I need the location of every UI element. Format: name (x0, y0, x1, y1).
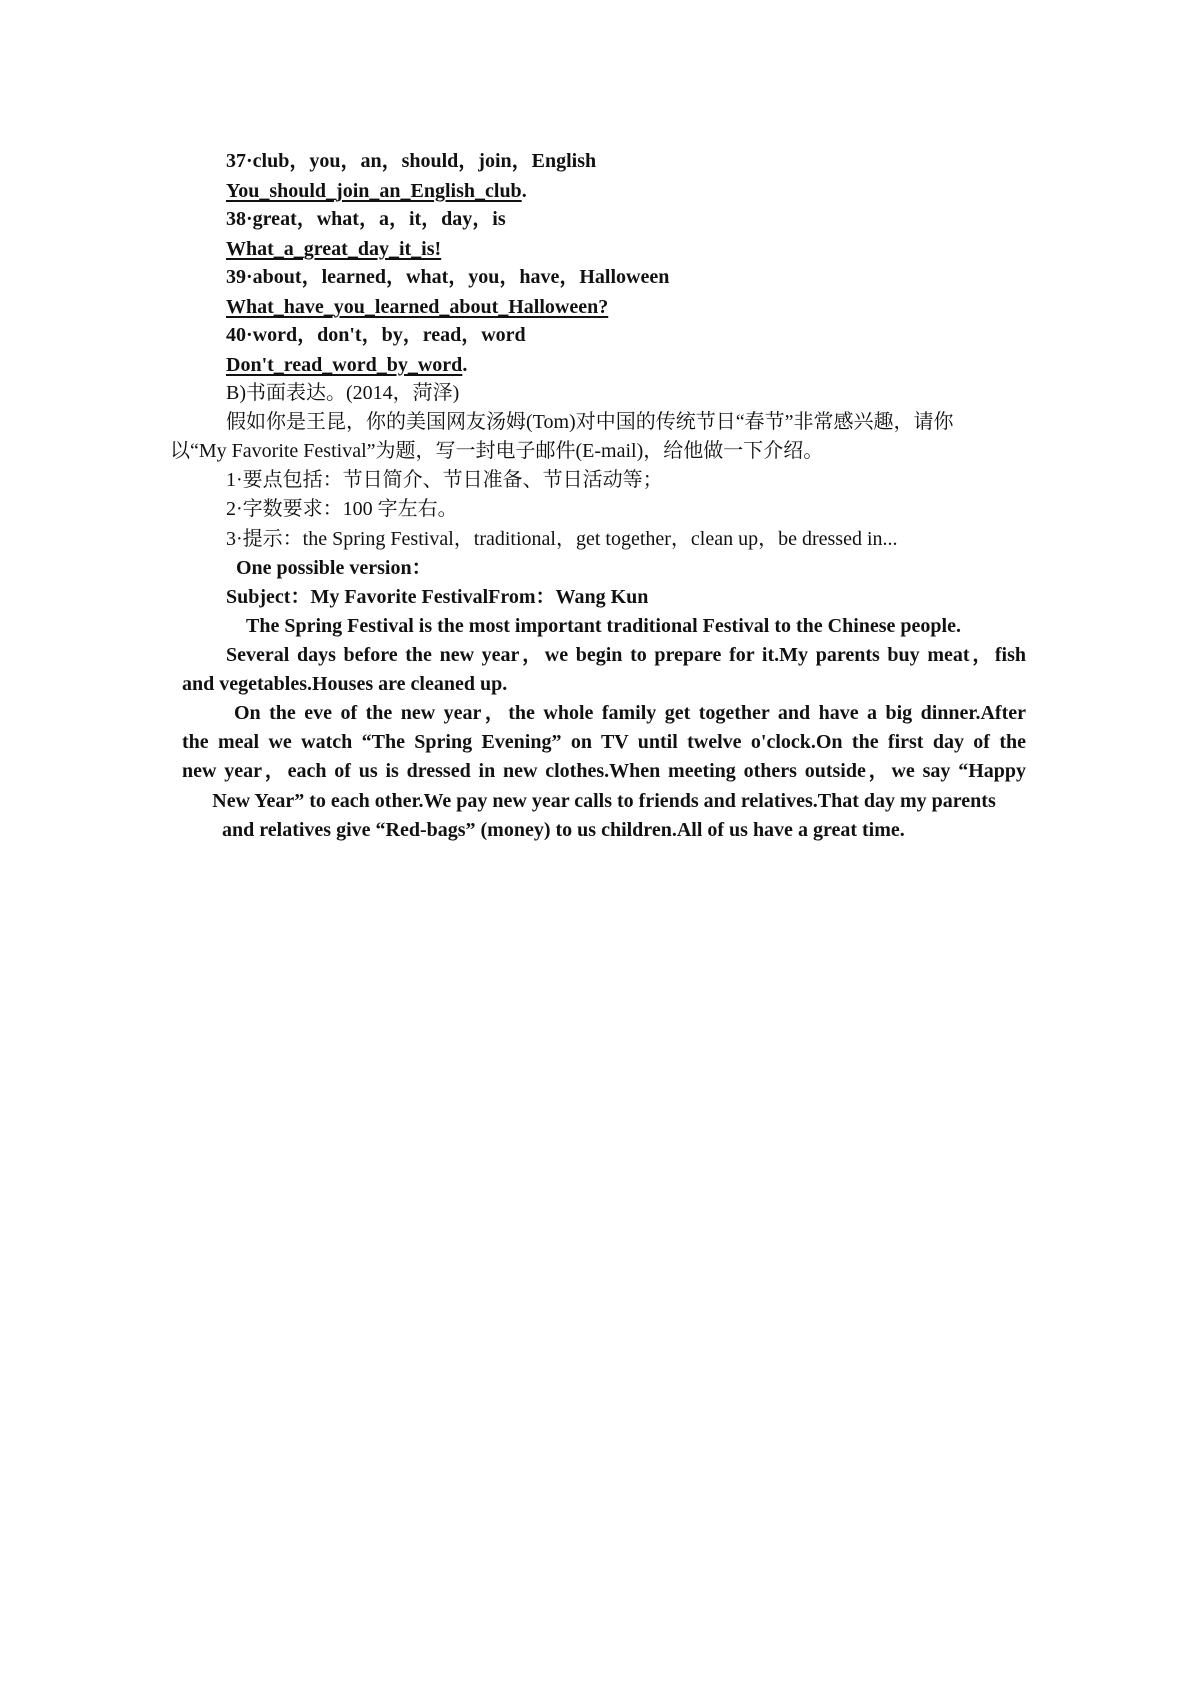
question-number: 37 (226, 150, 246, 172)
question-39 (226, 264, 669, 290)
requirement-1: 1·要点包括：节日简介、节日准备、节日活动等； (226, 469, 663, 491)
requirement-3: 3·提示：the Spring Festival，traditional，get together，clean up，be dressed in... (226, 528, 898, 550)
answer-text: What_a_great_day_it_is! (226, 238, 442, 260)
question-number: 38 (226, 208, 246, 230)
prompt-line-1: 假如你是王昆，你的美国网友汤姆(Tom)对中国的传统节日“春节”非常感兴趣，请你 (226, 411, 954, 433)
answer-end: . (462, 354, 468, 376)
answer-39 (226, 294, 608, 320)
answer-40 (226, 352, 467, 378)
question-words: ·club，you，an，should，join，English (246, 150, 597, 172)
essay-line-5: the meal we watch “The Spring Evening” on TV until twelve o'clock.On the first day of the (182, 731, 1026, 753)
essay-line-3: and vegetables.Houses are cleaned up. (182, 673, 508, 695)
prompt-line-2: 以“My Favorite Festival”为题，写一封电子邮件(E-mail)，给他做一下介绍。 (170, 440, 824, 462)
version-label: One possible version： (236, 557, 432, 579)
answer-38 (226, 236, 441, 262)
answer-37 (226, 178, 527, 204)
essay-line-7: New Year” to each other.We pay new year calls to friends and relatives.That day my parents (212, 790, 996, 812)
question-38 (226, 206, 506, 232)
question-words: ·great，what，a，it，day，is (246, 208, 506, 230)
answer-end: . (521, 180, 527, 202)
question-number: 39 (226, 266, 246, 288)
essay-line-6: new year，each of us is dressed in new clothes.When meeting others outside，we say “Happy (182, 760, 1026, 782)
essay-line-8: and relatives give “Red-bags” (money) to us children.All of us have a great time. (222, 819, 905, 841)
essay-line-4: On the eve of the new year，the whole family get together and have a big dinner.After (234, 702, 1026, 724)
requirement-2: 2·字数要求：100 字左右。 (226, 498, 458, 520)
email-subject: Subject：My Favorite FestivalFrom：Wang Kun (226, 586, 649, 608)
question-40 (226, 322, 526, 348)
question-words: ·about，learned，what，you，have，Halloween (246, 266, 670, 288)
answer-text: You_should_join_an_English_club (226, 180, 522, 202)
essay-line-2: Several days before the new year，we begin to prepare for it.My parents buy meat，fish (226, 644, 1026, 666)
answer-text: What_have_you_learned_about_Halloween? (226, 296, 609, 318)
question-words: ·word，don't，by，read，word (246, 324, 526, 346)
essay-line-1: The Spring Festival is the most important traditional Festival to the Chinese people. (246, 615, 961, 637)
answer-text: Don't_read_word_by_word (226, 354, 463, 376)
question-number: 40 (226, 324, 246, 346)
section-b-heading: B)书面表达。(2014，菏泽) (226, 382, 460, 404)
question-37 (226, 148, 596, 174)
